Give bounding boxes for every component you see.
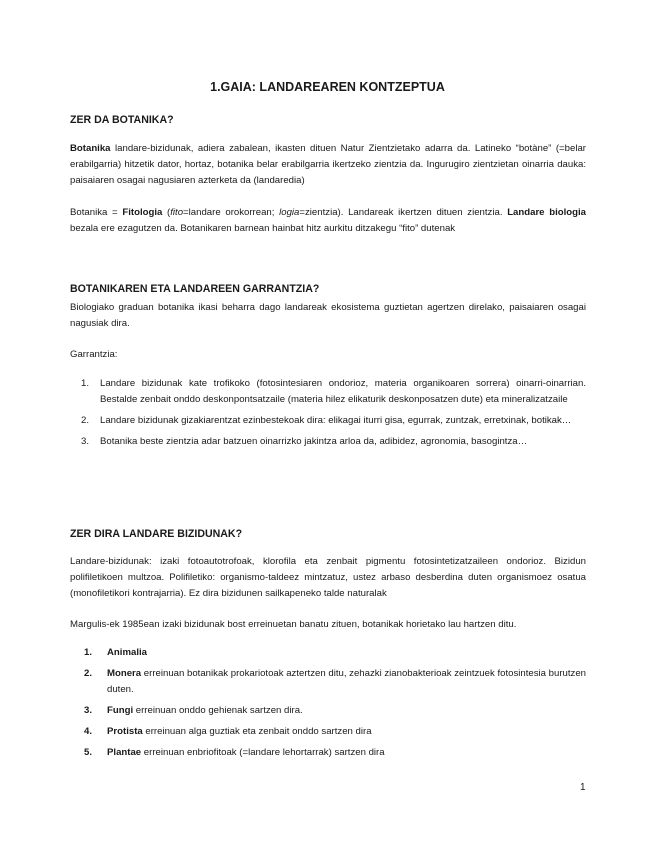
paragraph-margulis: Margulis-ek 1985ean izaki bizidunak bost erreinuetan banatu zituen, botanikak horietako lau hartzen ditu. <box>70 619 517 630</box>
paragraph-garrantzia-intro: Biologiako graduan botanika ikasi beharra dago landareak ekosistema guztietan agertzen direlako, paisaiaren osagai nagusiak dira. <box>70 302 586 329</box>
list-item <box>70 434 586 450</box>
term-botanika: Botanika <box>70 143 111 154</box>
list-item <box>70 724 586 740</box>
kingdom-name: Animalia <box>107 647 147 658</box>
list-item <box>70 645 586 661</box>
list-item-text: Botanika beste zientzia adar batzuen oinarrizko jakintza arloa da, adibidez, agronomia, basogintza… <box>100 436 528 447</box>
kingdom-name: Fungi <box>107 705 134 716</box>
list-number: 2. <box>81 415 90 426</box>
term-landare-biologia: Landare biologia <box>507 207 586 218</box>
term-logia: logia <box>279 207 300 218</box>
list-number: 4. <box>84 726 93 737</box>
list-item <box>70 413 586 429</box>
section-heading-landare-bizidunak: ZER DIRA LANDARE BIZIDUNAK? <box>70 528 243 540</box>
erreinuak-list <box>70 645 586 766</box>
paragraph-text: landare-bizidunak, adiera zabalean, ikasten dituen Natur Zientzietako adarra da. Latineko “botàne” (=belar erabilgarria) hitzetik dator, hortaz, botanika belar erabilgarria ikertzeko zientzia da. Ingurugiro zientzietan oinarria dauka: paisaiaren osagai nagusiaren azterketa da (landaredia) <box>70 143 586 186</box>
kingdom-name: Plantae <box>107 747 142 758</box>
kingdom-name: Protista <box>107 726 143 737</box>
section-heading-botanika: ZER DA BOTANIKA? <box>70 114 174 126</box>
paragraph-garrantzia-label: Garrantzia: <box>70 349 118 360</box>
text-run: bezala ere ezagutzen da. Botanikaren barnean hainbat hitz aurkitu ditzakegu “fito” dutenak <box>70 223 456 234</box>
list-item-text: erreinuan onddo gehienak sartzen dira. <box>133 705 303 716</box>
text-run: =zientzia). Landareak ikertzen dituen zientzia. <box>299 207 508 218</box>
paragraph-fitologia <box>70 205 586 237</box>
paragraph-landare-bizidunak: Landare-bizidunak: izaki fotoautotrofoak, klorofila eta zenbait pigmentu fotosintetizatzaileen ondorioz. Bizidun polifiletikoen multzoa. Polifiletiko: organismo-taldeez mintzatuz, ustez arbaso desberdina duten organismoez osatua (monofiletikori kontrajarria). Ez dira bizidunen sailkapeneko talde naturalak <box>70 556 586 599</box>
list-number: 2. <box>84 668 93 679</box>
list-item <box>70 666 586 698</box>
list-item-text: erreinuan botanikak prokariotoak aztertzen ditu, zehazki zianobakterioak zeintzuek fotosintesia burutzen duten. <box>107 668 586 695</box>
list-item <box>70 745 586 761</box>
term-fitologia: Fitologia <box>122 207 163 218</box>
list-item <box>70 376 586 408</box>
paragraph-botanika-definition <box>70 141 586 189</box>
list-item <box>70 703 586 719</box>
list-number: 3. <box>84 705 93 716</box>
list-number: 1. <box>81 378 90 389</box>
page-number: 1 <box>580 782 586 793</box>
text-run: Botanika = <box>70 207 123 218</box>
list-number: 1. <box>84 647 93 658</box>
kingdom-name: Monera <box>107 668 142 679</box>
list-item-text: erreinuan enbriofitoak (=landare lehortarrak) sartzen dira <box>141 747 385 758</box>
list-number: 3. <box>81 436 90 447</box>
list-number: 5. <box>84 747 93 758</box>
text-run: ( <box>162 207 171 218</box>
section-heading-garrantzia: BOTANIKAREN ETA LANDAREEN GARRANTZIA? <box>70 283 320 295</box>
list-item-text: Landare bizidunak kate trofikoko (fotosintesiaren ondorioz, materia organikoaren sorrera) oinarri-oinarrian. Bestalde zenbait onddo deskonpontsatzaile (materia hilez elikaturik deskonposatzen dute) eta mineralizatzaile <box>100 378 586 405</box>
page-title: 1.GAIA: LANDAREAREN KONTZEPTUA <box>210 80 445 94</box>
text-run: =landare orokorrean; <box>183 207 280 218</box>
list-item-text: erreinuan alga guztiak eta zenbait onddo sartzen dira <box>142 726 372 737</box>
garrantzia-list <box>70 376 586 455</box>
term-fito: fito <box>170 207 184 218</box>
list-item-text: Landare bizidunak gizakiarentzat ezinbestekoak dira: elikagai iturri gisa, egurrak, zuntzak, erretxinak, botikak… <box>100 415 572 426</box>
